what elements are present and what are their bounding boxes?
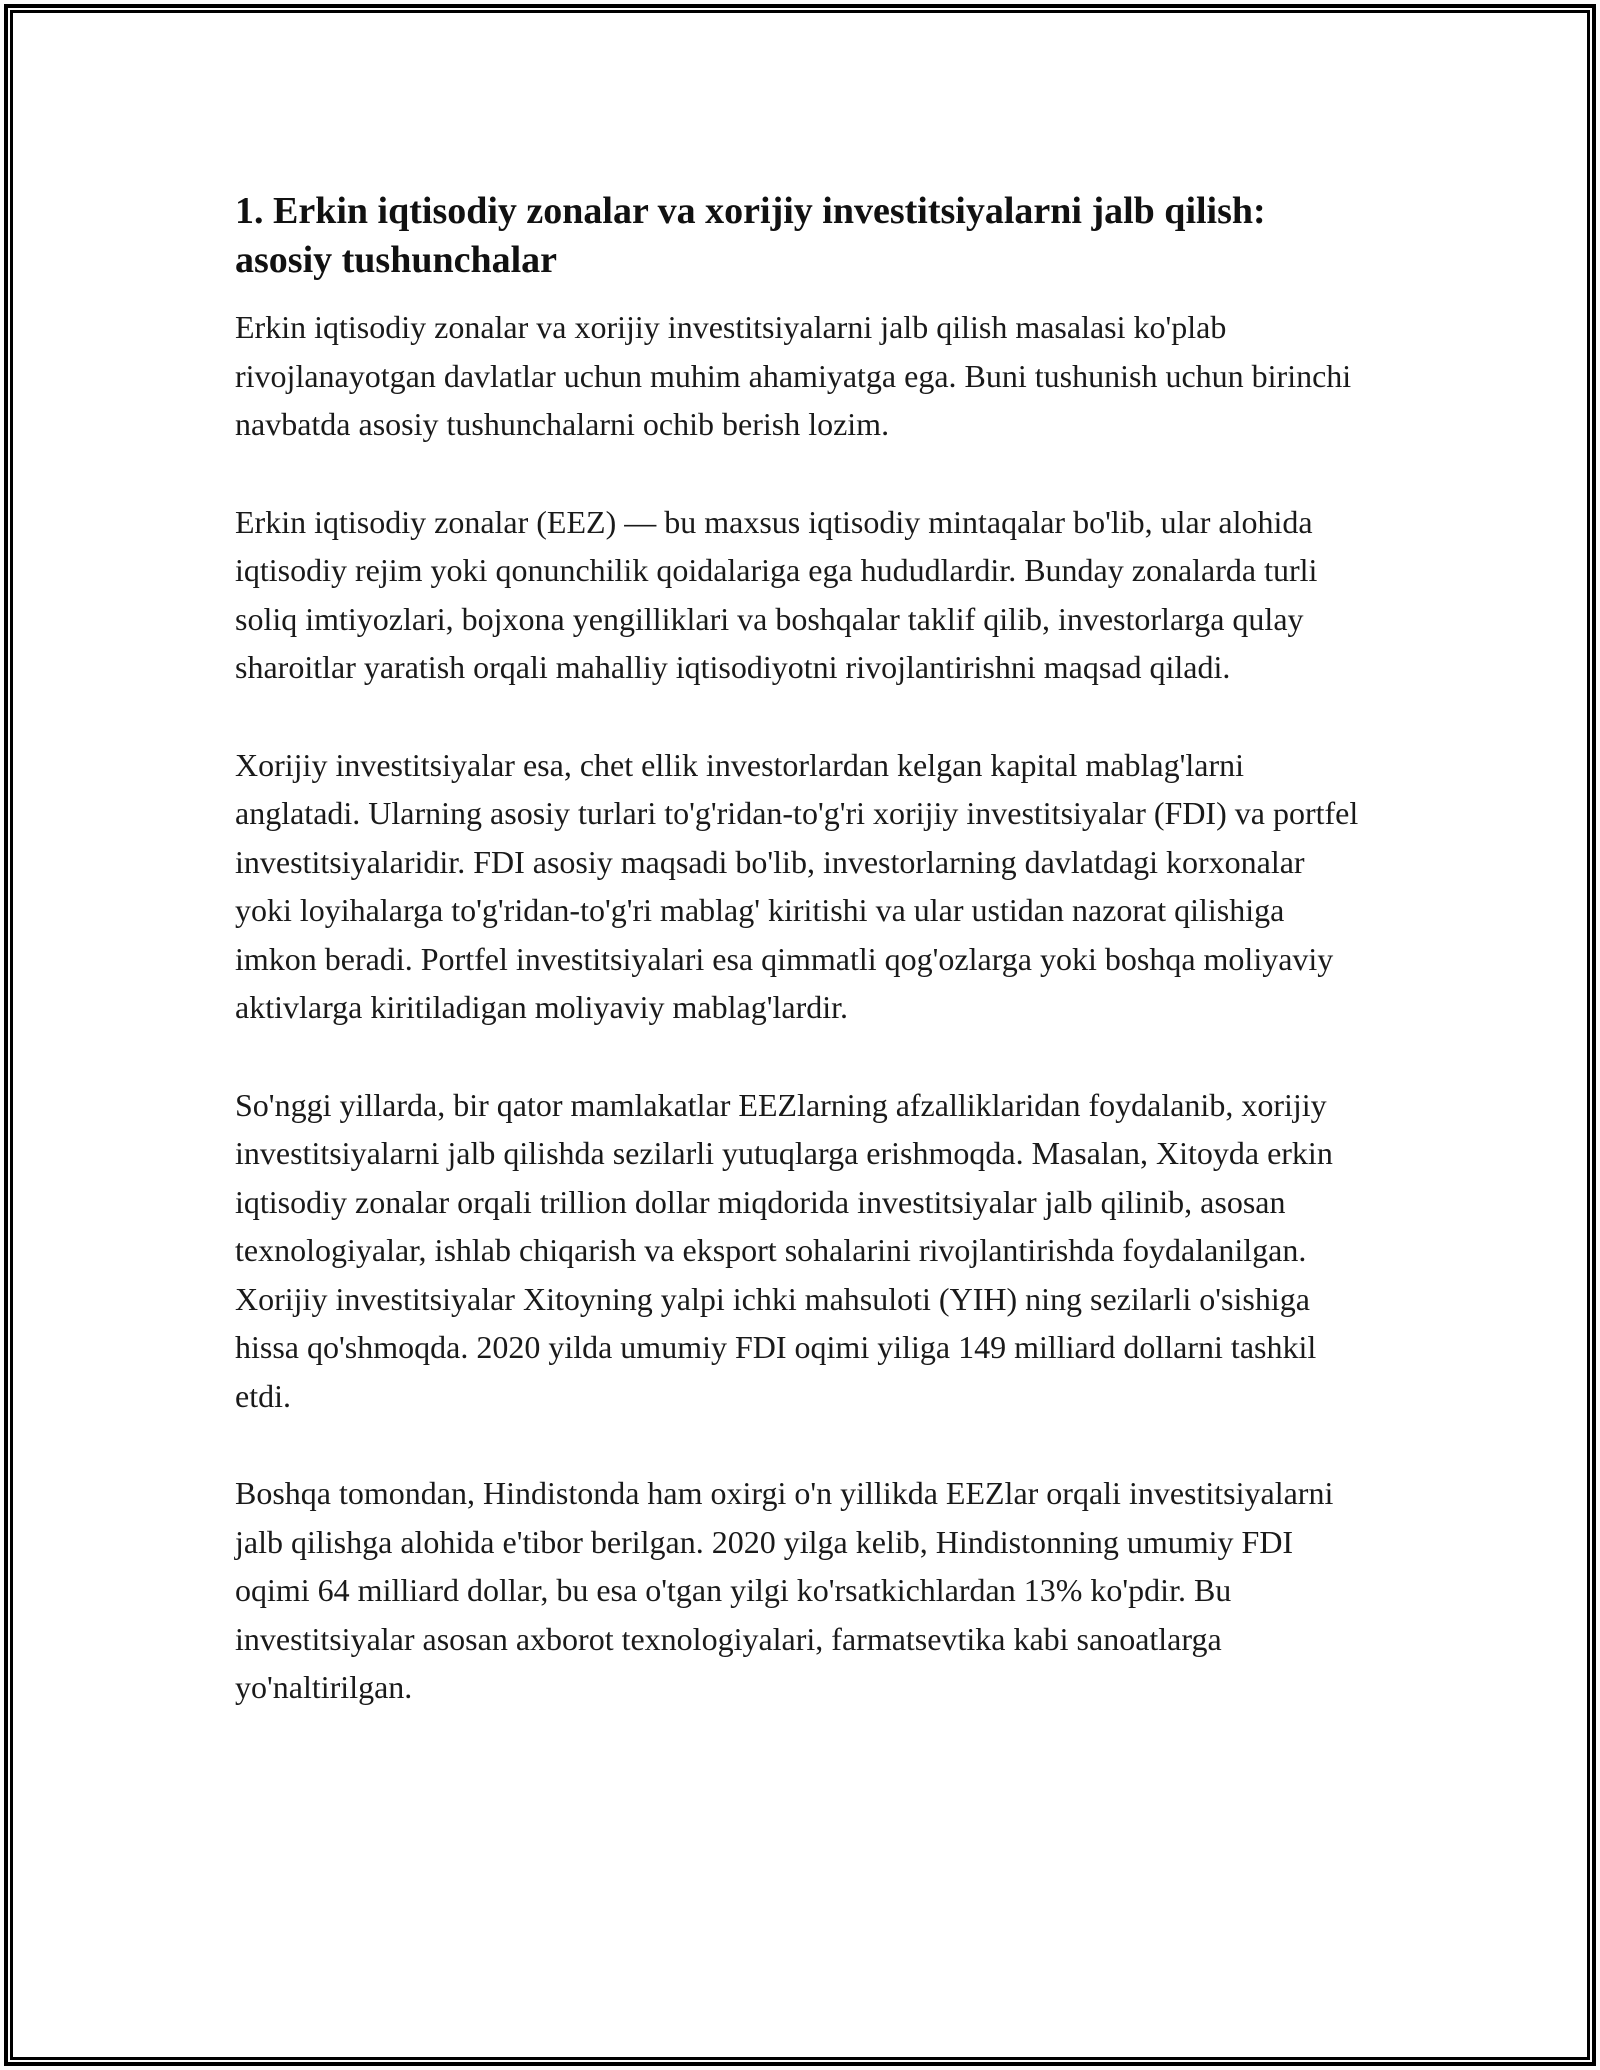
document-body <box>235 187 1365 1761</box>
paragraph-eez-definition: Erkin iqtisodiy zonalar (EEZ) — bu maxsus iqtisodiy mintaqalar bo'lib, ular alohida iqtisodiy rejim yoki qonunchilik qoidalariga ega hududlardir. Bunday zonalarda turli soliq imtiyozlari, bojxona yengilliklari va boshqalar taklif qilib, investorlarga qulay sharoitlar yaratish orqali mahalliy iqtisodiyotni rivojlantirishni maqsad qiladi. <box>235 503 1318 685</box>
paragraph-india-example: Boshqa tomondan, Hindistonda ham oxirgi o'n yillikda EEZlar orqali investitsiyalarni jalb qilishga alohida e'tibor berilgan. 2020 yilga kelib, Hindistonning umumiy FDI oqimi 64 milliard dollar, bu esa o'tgan yilgi ko'rsatkichlardan 13% ko'pdir. Bu investitsiyalar asosan axborot texnologiyalari, farmatsevtika kabi sanoatlarga yo'naltirilgan. <box>235 1475 1334 1705</box>
paragraph-intro: Erkin iqtisodiy zonalar va xorijiy investitsiyalarni jalb qilish masalasi ko'plab rivojlanayotgan davlatlar uchun muhim ahamiyatga ega. Buni tushunish uchun birinchi navbatda asosiy tushunchalarni ochib berish lozim. <box>235 309 1352 442</box>
section-heading: 1. Erkin iqtisodiy zonalar va xorijiy investitsiyalarni jalb qilish: asosiy tushunchalar <box>235 190 1266 281</box>
paragraph-foreign-investment: Xorijiy investitsiyalar esa, chet ellik investorlardan kelgan kapital mablag'larni anglatadi. Ularning asosiy turlari to'g'ridan-to'g'ri xorijiy investitsiyalar (FDI) va portfel investitsiyalaridir. FDI asosiy maqsadi bo'lib, investorlarning davlatdagi korxonalar yoki loyihalarga to'g'ridan-to'g'ri mablag' kiritishi va ular ustidan nazorat qilishiga imkon beradi. Portfel investitsiyalari esa qimmatli qog'ozlarga yoki boshqa moliyaviy aktivlarga kiritiladigan moliyaviy mablag'lardir. <box>235 746 1359 1025</box>
paragraph-china-example: So'nggi yillarda, bir qator mamlakatlar EEZlarning afzalliklaridan foydalanib, xorijiy investitsiyalarni jalb qilishda sezilarli yutuqlarga erishmoqda. Masalan, Xitoyda erkin iqtisodiy zonalar orqali trillion dollar miqdorida investitsiyalar jalb qilinib, asosan texnologiyalar, ishlab chiqarish va eksport sohalarini rivojlantirishda foydalanilgan. Xorijiy investitsiyalar Xitoyning yalpi ichki mahsuloti (YIH) ning sezilarli o'sishiga hissa qo'shmoqda. 2020 yilda umumiy FDI oqimi yiliga 149 milliard dollarni tashkil etdi. <box>235 1086 1333 1414</box>
